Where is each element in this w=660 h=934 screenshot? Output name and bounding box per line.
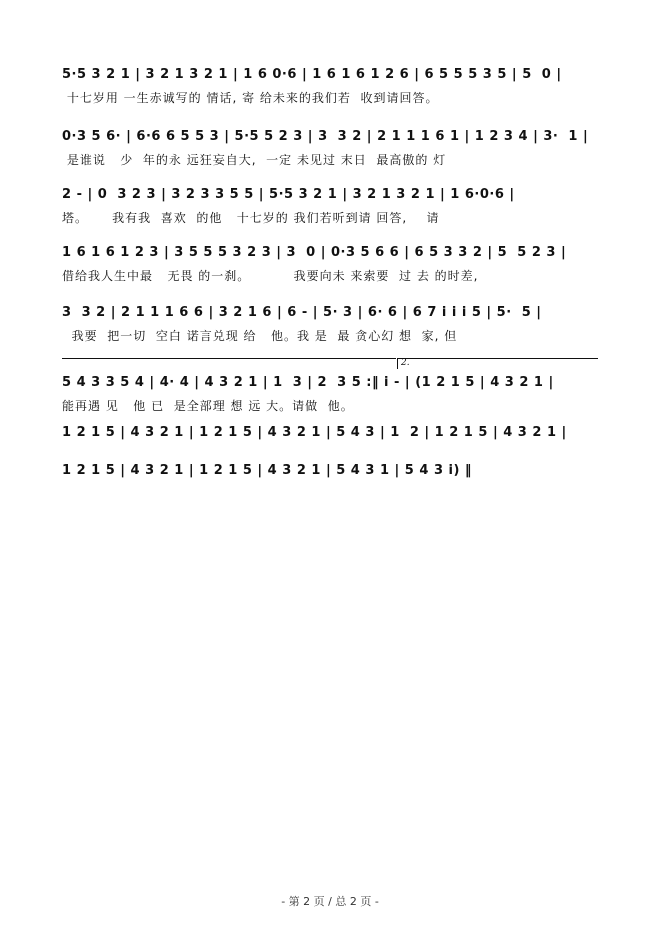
lyrics-line: 是谁说 少 年的永 远狂妄自大, 一定 未见过 末日 最高傲的 灯 <box>62 153 447 167</box>
notation-line: 5·5 3 2 1 | 3 2 1 3 2 1 | 1 6 0·6 | 1 6 1 6 1 2 6 | 6 5 5 5 3 5 | 5 0 | <box>62 67 562 82</box>
notation-line: 5 4 3 3 5 4 | 4· 4 | 4 3 2 1 | 1 3 | 2 3 5 :‖ i - | (1 2 1 5 | 4 3 2 1 | <box>62 375 554 390</box>
page-number-footer: - 第 2 页 / 总 2 页 - <box>281 895 379 908</box>
lyrics-line: 我要 把一切 空白 诺言兑现 给 他。我 是 最 贪心幻 想 家, 但 <box>62 329 458 343</box>
notation-line: 0·3 5 6· | 6·6 6 5 5 3 | 5·5 5 2 3 | 3 3 2 | 2 1 1 1 6 1 | 1 2 3 4 | 3· 1 | <box>62 129 589 144</box>
lyrics-line: 十七岁用 一生赤诚写的 情话, 寄 给未来的我们若 收到请回答。 <box>62 91 439 105</box>
notation-line: 1 6 1 6 1 2 3 | 3 5 5 5 3 2 3 | 3 0 | 0·3 5 6 6 | 6 5 3 3 2 | 5 5 2 3 | <box>62 245 567 260</box>
lyrics-line: 借给我人生中最 无畏 的一刹。 我要向未 来索要 过 去 的时差, <box>62 269 479 283</box>
ending-bracket-line <box>62 358 396 359</box>
second-ending-bracket <box>397 358 598 369</box>
notation-line: 3 3 2 | 2 1 1 1 6 6 | 3 2 1 6 | 6 - | 5· 3 | 6· 6 | 6 7 i i i 5 | 5· 5 | <box>62 305 542 320</box>
lyrics-line: 塔。 我有我 喜欢 的他 十七岁的 我们若听到请 回答, 请 <box>62 211 440 225</box>
notation-line: 1 2 1 5 | 4 3 2 1 | 1 2 1 5 | 4 3 2 1 | 5 4 3 | 1 2 | 1 2 1 5 | 4 3 2 1 | <box>62 425 567 440</box>
notation-line: 2 - | 0 3 2 3 | 3 2 3 3 5 5 | 5·5 3 2 1 | 3 2 1 3 2 1 | 1 6·0·6 | <box>62 187 515 202</box>
lyrics-line: 能再遇 见 他 已 是全部理 想 远 大。请做 他。 <box>62 399 354 413</box>
second-ending-label: 2. <box>401 358 410 368</box>
notation-line: 1 2 1 5 | 4 3 2 1 | 1 2 1 5 | 4 3 2 1 | 5 4 3 1 | 5 4 3 i) ‖ <box>62 463 472 478</box>
